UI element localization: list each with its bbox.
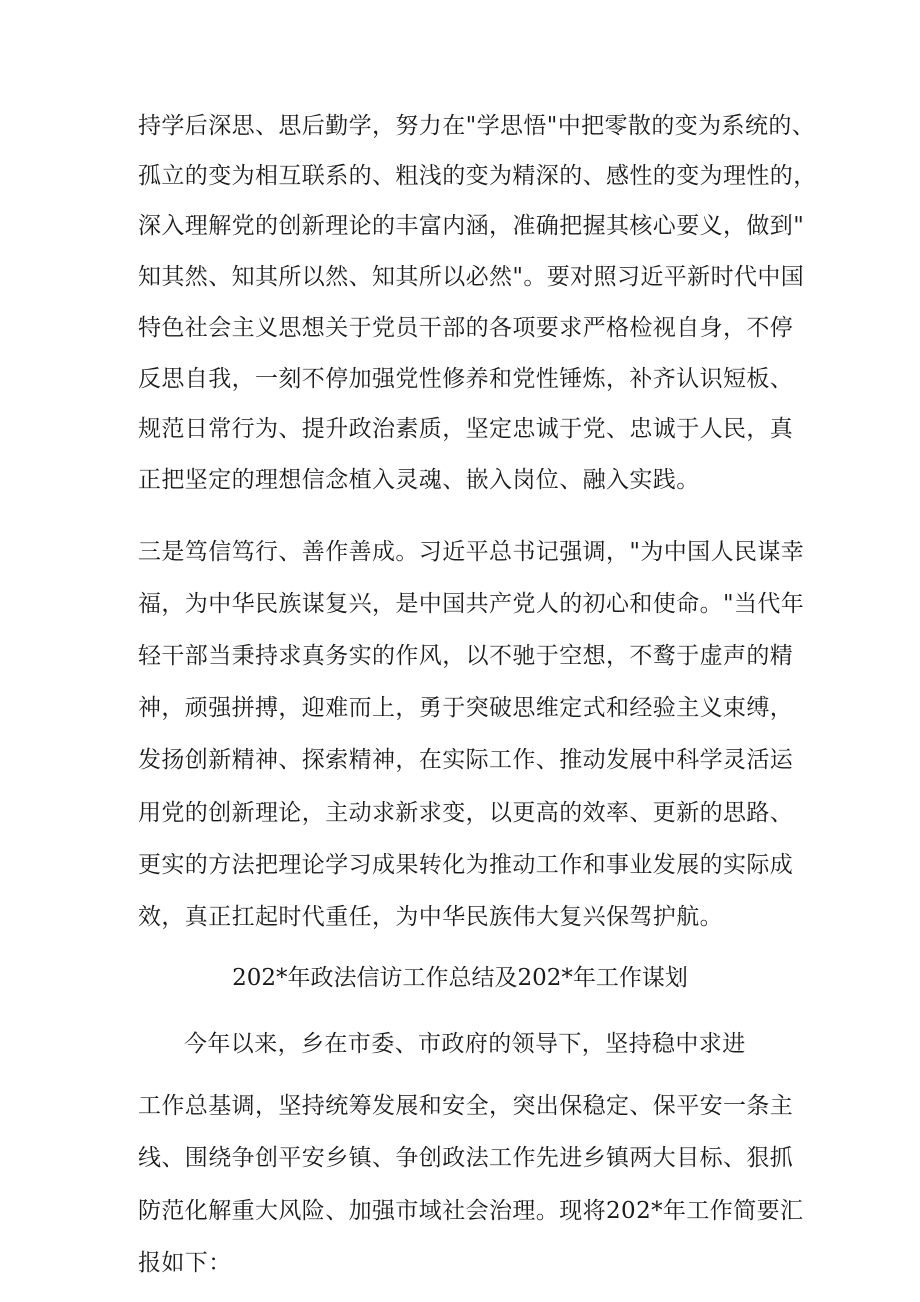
paragraph-line: 更实的方法把理论学习成果转化为推动工作和事业发展的实际成 <box>138 852 794 878</box>
paragraph-line: 效，真正扛起时代重任，为中华民族伟大复兴保驾护航。 <box>138 904 723 930</box>
paragraph-line: 三是笃信笃行、善作善成。习近平总书记强调，"为中国人民谋幸 <box>138 539 805 565</box>
paragraph-line: 轻干部当秉持求真务实的作风，以不驰于空想，不鹜于虚声的精 <box>138 643 794 669</box>
paragraph-line: 防范化解重大风险、加强市域社会治理。现将202*年工作简要汇 <box>138 1198 804 1224</box>
paragraph-line: 正把坚定的理想信念植入灵魂、嵌入岗位、融入实践。 <box>138 467 700 493</box>
section-title: 202*年政法信访工作总结及202*年工作谋划 <box>232 965 688 991</box>
paragraph-line: 反思自我，一刻不停加强党性修养和党性锤炼，补齐认识短板、 <box>138 366 794 392</box>
paragraph-line: 特色社会主义思想关于党员干部的各项要求严格检视自身，不停 <box>138 315 794 341</box>
paragraph-line: 线、围绕争创平安乡镇、争创政法工作先进乡镇两大目标、狠抓 <box>138 1145 794 1171</box>
paragraph-line: 神，顽强拼搏，迎难而上，勇于突破思维定式和经验主义束缚， <box>138 695 794 721</box>
paragraph-line: 福，为中华民族谋复兴，是中国共产党人的初心和使命。"当代年 <box>138 591 805 617</box>
paragraph-line: 今年以来，乡在市委、市政府的领导下，坚持稳中求进 <box>184 1031 746 1057</box>
paragraph-line: 知其然、知其所以然、知其所以必然"。要对照习近平新时代中国 <box>138 264 805 290</box>
paragraph-line: 报如下： <box>138 1250 232 1276</box>
paragraph-line: 工作总基调，坚持统筹发展和安全，突出保稳定、保平安一条主 <box>138 1093 794 1119</box>
paragraph-line: 规范日常行为、提升政治素质，坚定忠诚于党、忠诚于人民，真 <box>138 416 794 442</box>
paragraph-line: 发扬创新精神、探索精神，在实际工作、推动发展中科学灵活运 <box>138 747 794 773</box>
paragraph-line: 深入理解党的创新理论的丰富内涵，准确把握其核心要义，做到" <box>138 213 805 239</box>
paragraph-line: 孤立的变为相互联系的、粗浅的变为精深的、感性的变为理性的， <box>138 163 817 189</box>
paragraph-line: 用党的创新理论，主动求新求变，以更高的效率、更新的思路、 <box>138 800 794 826</box>
paragraph-line: 持学后深思、思后勤学，努力在"学思悟"中把零散的变为系统的、 <box>138 113 816 139</box>
